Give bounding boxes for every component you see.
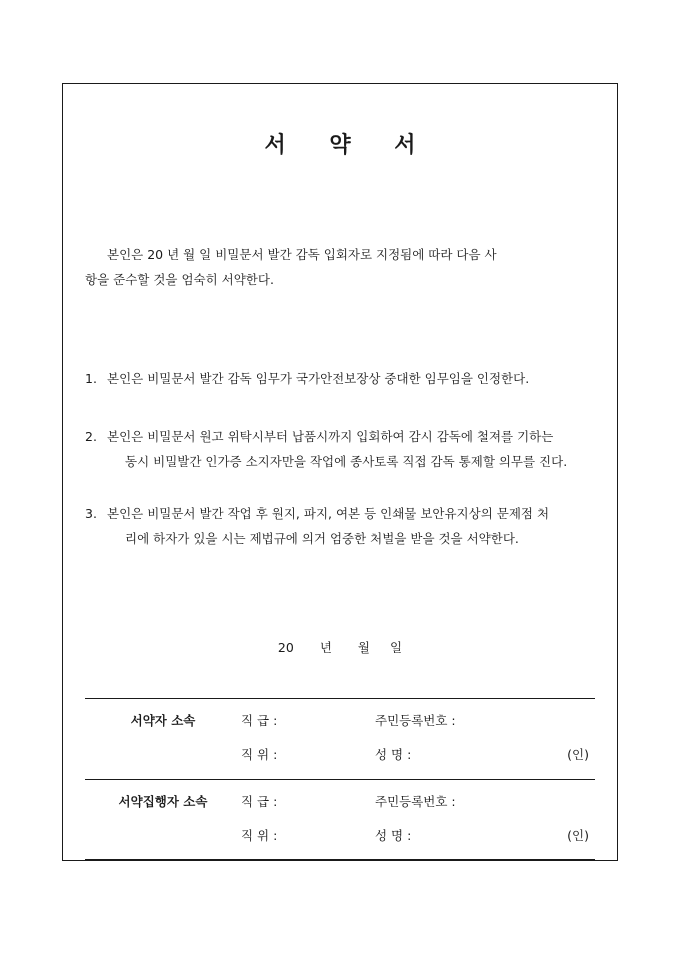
date-year-prefix: 20: [277, 640, 294, 655]
pledger-rrn-label: 주민등록번호 :: [375, 713, 456, 728]
clause-3-number: 3.: [85, 506, 97, 521]
executor-rrn-label: 주민등록번호 :: [375, 794, 456, 809]
page-title: 서 약 서: [264, 133, 434, 158]
clause-1: [85, 366, 595, 391]
signature-table: [85, 698, 595, 860]
clause-3-line-2: 리에 하자가 있을 시는 제법규에 의거 엄중한 처벌을 받을 것을 서약한다.: [125, 531, 519, 546]
clause-2-body: [107, 424, 593, 474]
pledger-name-label: 성 명 :: [375, 747, 412, 762]
clause-2-line-2: 동시 비밀발간 인가증 소지자만을 작업에 종사토록 직접 감독 통제할 의무를 진다.: [125, 454, 568, 469]
executor-grade-label: 직 급 :: [241, 794, 278, 809]
clause-3-line-1: 본인은 비밀문서 발간 작업 후 원지, 파지, 여본 등 인쇄물 보안유지상의 문제점 처: [107, 506, 550, 521]
signature-block-executor: [85, 779, 595, 859]
date-line: [63, 638, 617, 656]
clause-3: [85, 501, 595, 551]
intro-line-1: 본인은 20 년 월 일 비밀문서 발간 감독 입회자로 지정됨에 따라 다음 사: [107, 247, 497, 262]
executor-position-label: 직 위 :: [241, 828, 278, 843]
pledger-grade-label: 직 급 :: [241, 713, 278, 728]
document-page: [62, 83, 618, 861]
clause-1-text: 본인은 비밀문서 발간 감독 임무가 국가안전보장상 중대한 임무임을 인정한다.: [107, 371, 530, 386]
date-year-label: 년: [319, 640, 332, 655]
pledger-seal-marker: (인): [567, 747, 589, 762]
executor-name-label: 성 명 :: [375, 828, 412, 843]
clause-2-number: 2.: [85, 429, 97, 444]
clause-1-number: 1.: [85, 371, 97, 386]
clause-3-body: [107, 501, 593, 551]
executor-affiliation-label: 서약집행자 소속: [118, 794, 208, 809]
intro-line-2: 항을 준수할 것을 엄숙히 서약한다.: [85, 272, 274, 287]
date-day-label: 일: [389, 640, 403, 655]
clause-2: [85, 424, 595, 474]
pledger-affiliation-label: 서약자 소속: [130, 713, 196, 728]
clause-2-line-1: 본인은 비밀문서 원고 위탁시부터 납품시까지 입회하여 감시 감독에 철져를 기하는: [107, 429, 554, 444]
intro-paragraph: [85, 242, 595, 292]
executor-seal-marker: (인): [567, 828, 589, 843]
date-month-label: 월: [357, 640, 370, 655]
signature-block-pledger: [85, 699, 595, 779]
pledger-position-label: 직 위 :: [241, 747, 278, 762]
